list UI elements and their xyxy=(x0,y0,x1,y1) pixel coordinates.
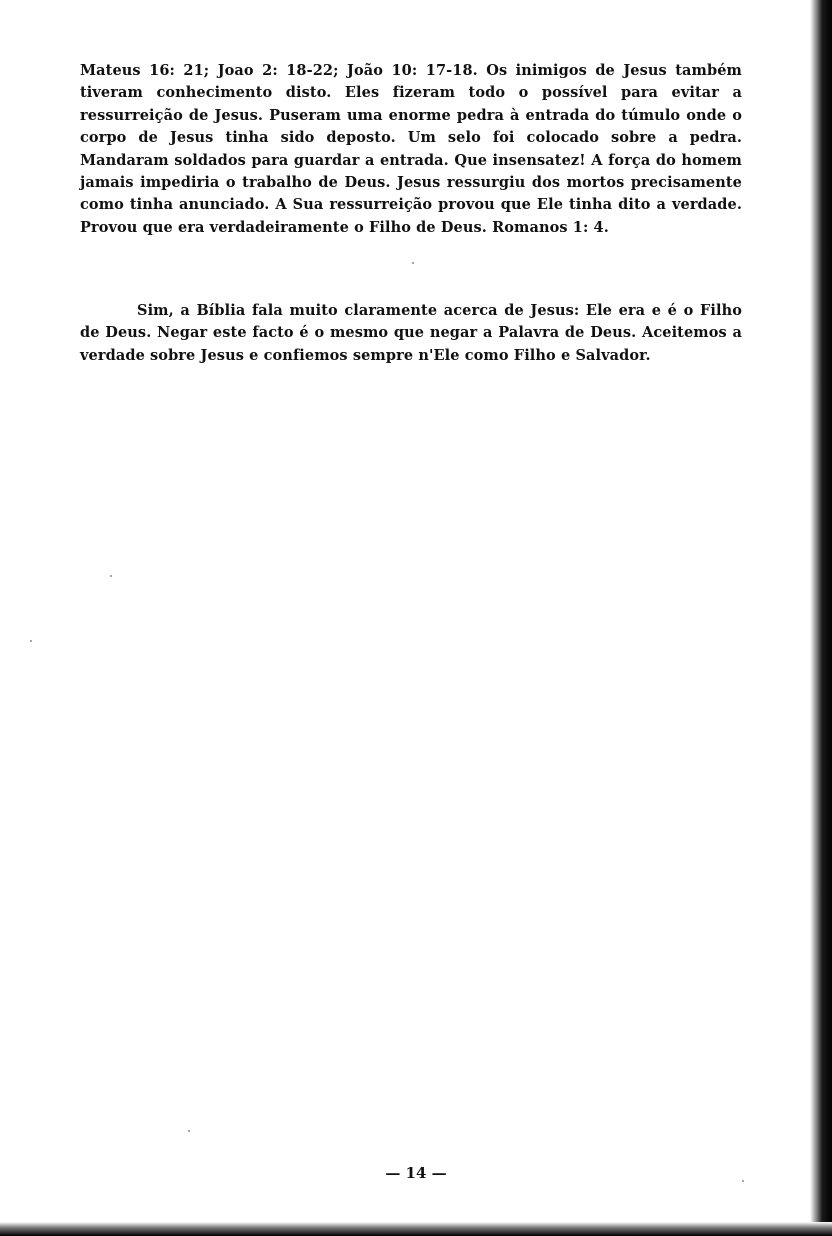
paragraph-resurrection: Mateus 16: 21; Joao 2: 18-22; João 10: 17-18. Os inimigos de Jesus também tiveram conhecimento disto. Eles fizeram todo o possível para evitar a ressurreição de Jesus. Puseram uma enorme pedra à entrada do túmulo onde o corpo de Jesus tinha sido deposto. Um selo foi colocado sobre a pedra. Mandaram soldados para guardar a entrada. Que insensatez! A força do homem jamais impediria o trabalho de Deus. Jesus ressurgiu dos mortos precisamente como tinha anunciado. A Sua ressurreição provou que Ele tinha dito a verdade. Provou que era verdadeiramente o Filho de Deus. Romanos 1: 4. xyxy=(80,62,742,236)
scan-edge-right xyxy=(810,0,832,1236)
paragraph-conclusion: Sim, a Bíblia fala muito claramente acerca de Jesus: Ele era e é o Filho de Deus. Negar este facto é o mesmo que negar a Palavra de Deus. Aceitemos a verdade sobre Jesus e confiemos sempre n'Ele como Filho e Salvador. xyxy=(80,302,742,364)
scan-speck xyxy=(188,1130,190,1132)
scan-speck xyxy=(742,1180,744,1182)
page-number: — 14 — xyxy=(385,1164,447,1182)
scan-speck xyxy=(412,262,414,264)
scan-speck xyxy=(110,575,112,577)
scan-speck xyxy=(30,640,32,642)
scan-edge-bottom xyxy=(0,1222,832,1236)
